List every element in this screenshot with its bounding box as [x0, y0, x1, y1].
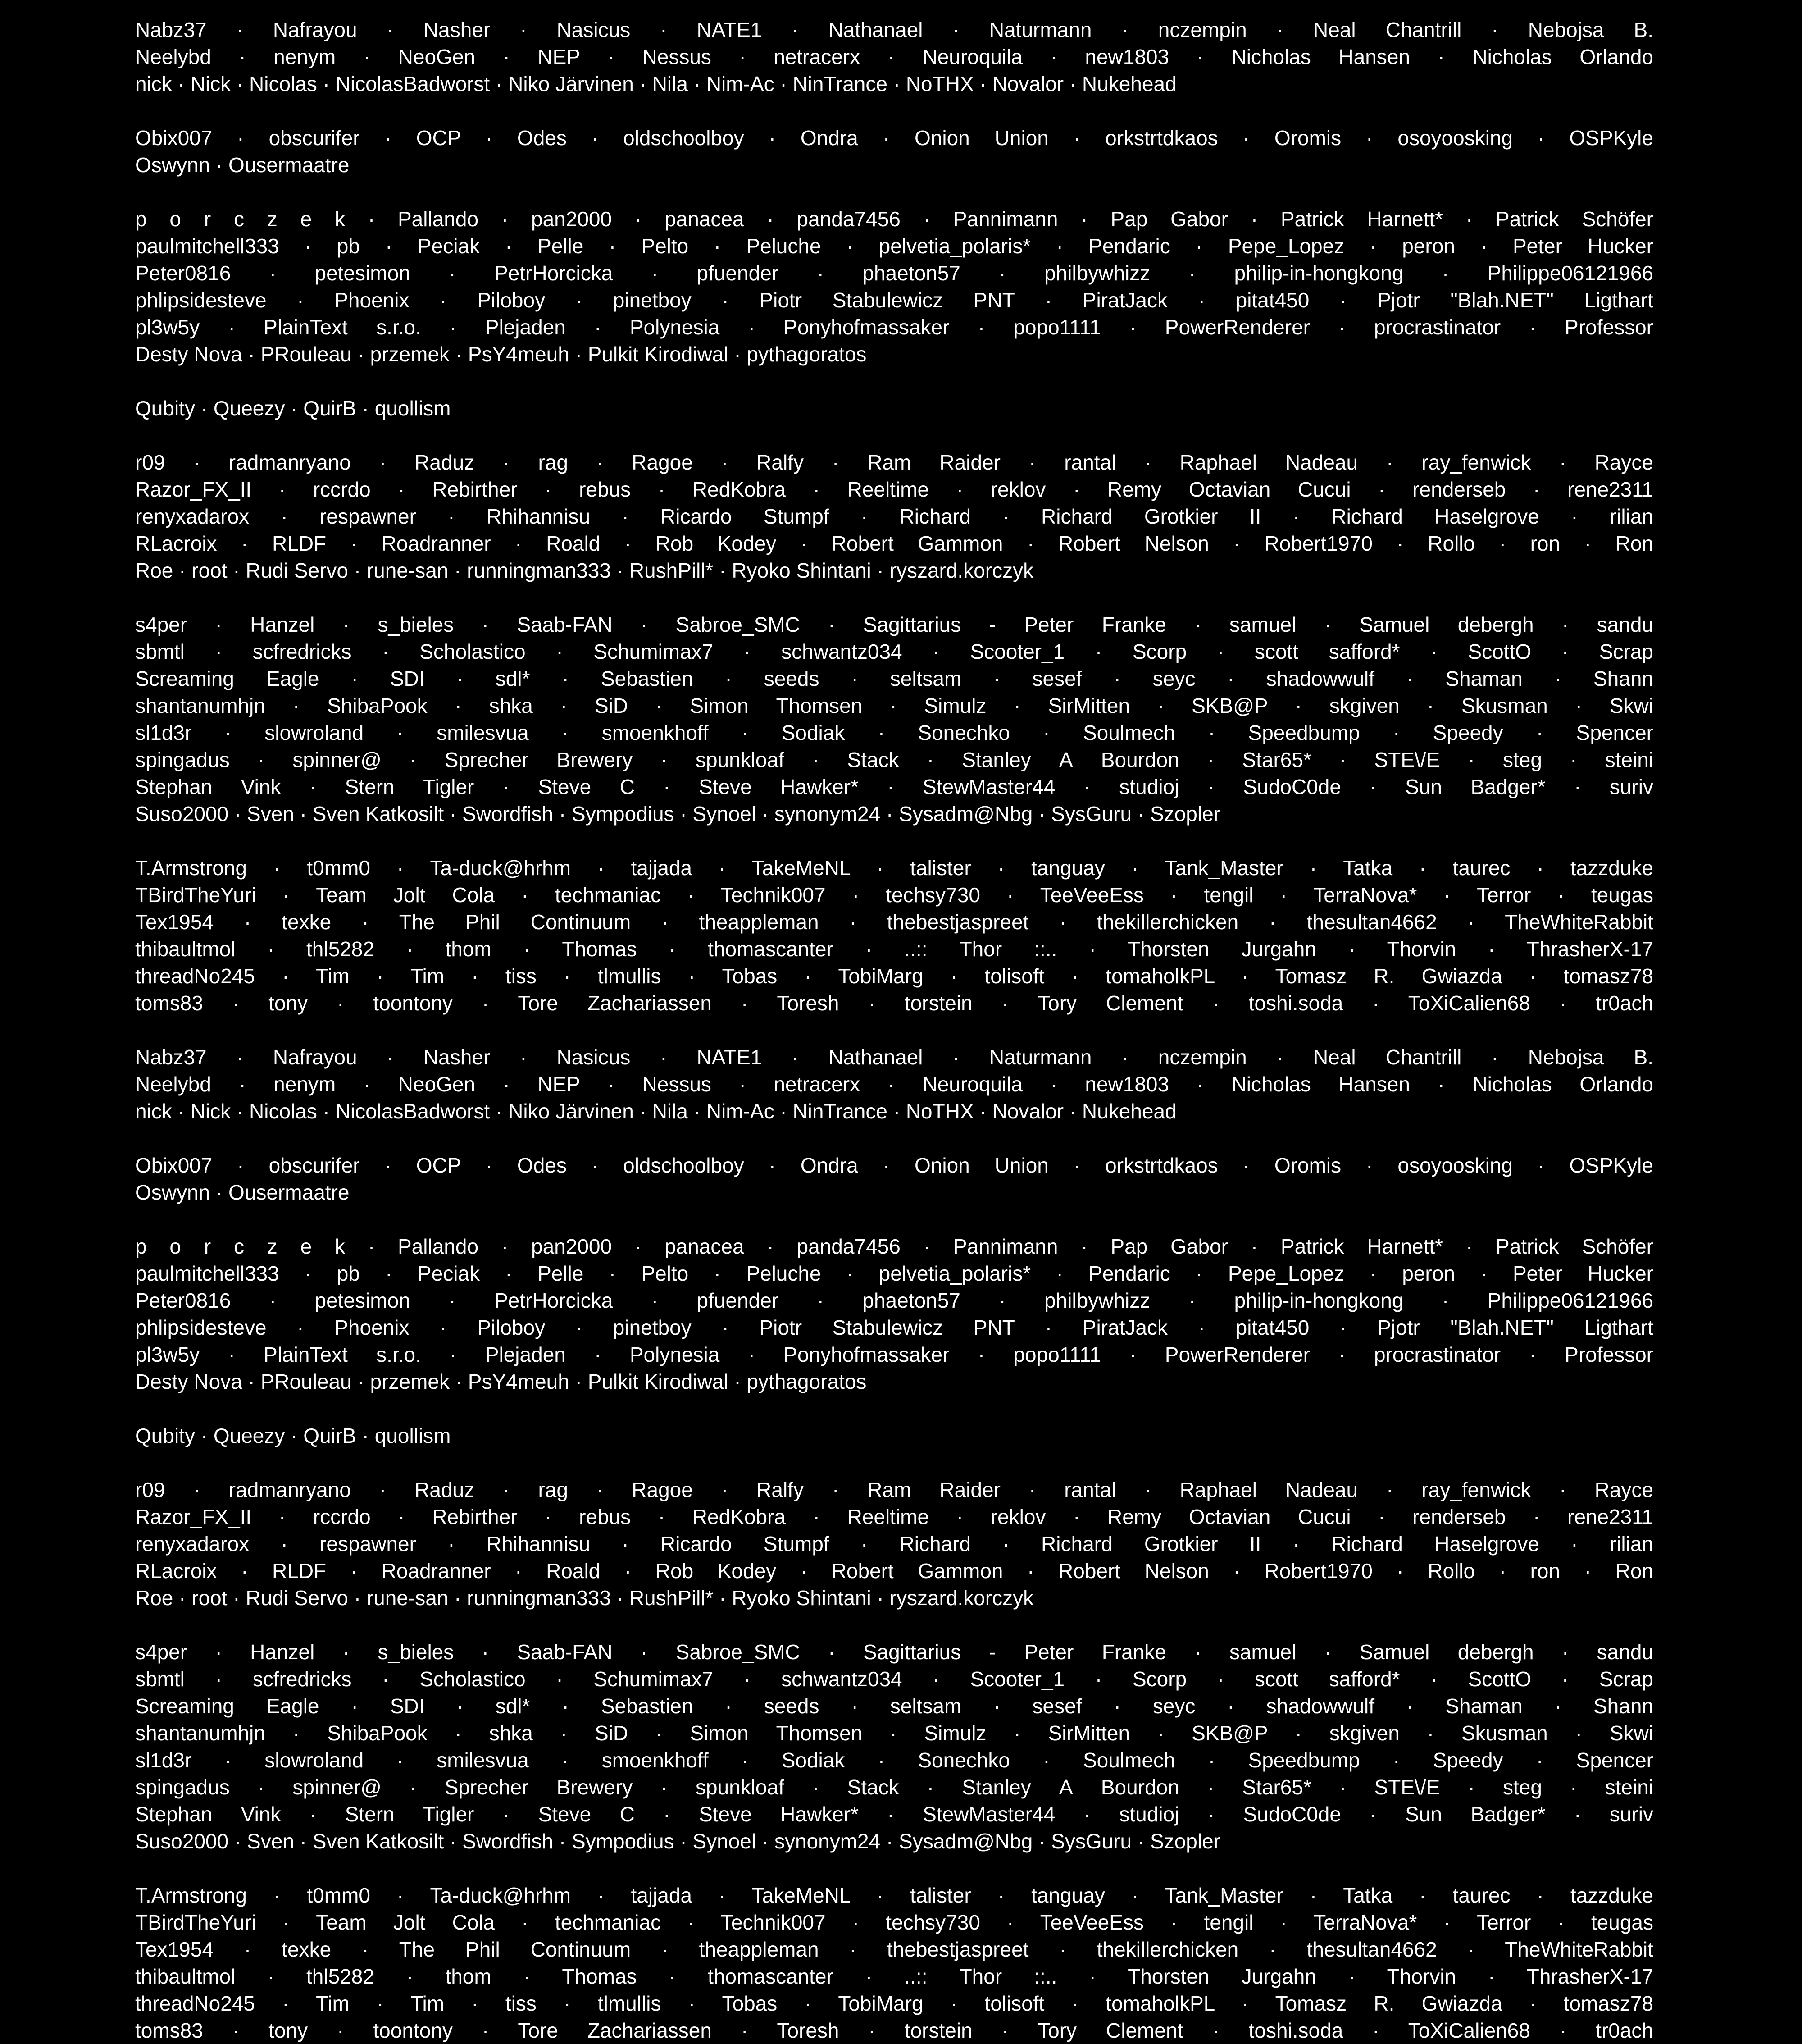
credits-line: Nabz37 · Nafrayou · Nasher · Nasicus · NATE1 · Nathanael · Naturmann · nczempin · Neal Chantrill · Nebojsa B.: [135, 1045, 1653, 1069]
credits-line: Tex1954 · texke · The Phil Continuum · theappleman · thebestjaspreet · thekillerchicken · thesultan4662 · TheWhiteRabbit: [135, 1938, 1653, 1961]
credits-group-n-repeat: [135, 1044, 1653, 1125]
credits-group-r-repeat: [135, 1476, 1653, 1611]
credits-line: p o r c z e k · Pallando · pan2000 · panacea · panda7456 · Pannimann · Pap Gabor · Patrick Harnett* · Patrick Schöfer: [135, 1235, 1653, 1258]
credits-line: s4per · Hanzel · s_bieles · Saab-FAN · Sabroe_SMC · Sagittarius - Peter Franke · samuel · Samuel debergh · sandu: [135, 613, 1653, 636]
credits-line: thibaultmol · thl5282 · thom · Thomas · thomascanter · ..:: Thor ::.. · Thorsten Jurgahn · Thorvin · ThrasherX-17: [135, 1965, 1653, 1988]
credits-line: threadNo245 · Tim · Tim · tiss · tlmullis · Tobas · TobiMarg · tolisoft · tomaholkPL · Tomasz R. Gwiazda · tomasz78: [135, 964, 1653, 988]
credits-line: Qubity · Queezy · QuirB · quollism: [135, 397, 451, 420]
credits-line: Neelybd · nenym · NeoGen · NEP · Nessus · netracerx · Neuroquila · new1803 · Nicholas Hansen · Nicholas Orlando: [135, 45, 1653, 68]
credits-line: Stephan Vink · Stern Tigler · Steve C · Steve Hawker* · StewMaster44 · studioj · SudoC0de · Sun Badger* · suriv: [135, 775, 1653, 798]
credits-line: paulmitchell333 · pb · Peciak · Pelle · Pelto · Peluche · pelvetia_polaris* · Pendaric · Pepe_Lopez · peron · Peter Hucker: [135, 234, 1653, 258]
credits-line: spingadus · spinner@ · Sprecher Brewery · spunkloaf · Stack · Stanley A Bourdon · Star65* · STE\/E · steg · steini: [135, 1775, 1653, 1799]
credits-line: Oswynn · Ousermaatre: [135, 1181, 350, 1204]
credits-line: nick · Nick · Nicolas · NicolasBadworst · Niko Järvinen · Nila · Nim-Ac · NinTrance · NoTHX · Novalor · Nukehead: [135, 72, 1177, 96]
credits-line: Roe · root · Rudi Servo · rune-san · runningman333 · RushPill* · Ryoko Shintani · ryszard.korczyk: [135, 1586, 1034, 1610]
credits-line: TBirdTheYuri · Team Jolt Cola · techmaniac · Technik007 · techsy730 · TeeVeeEss · tengil · TerraNova* · Terror · teugas: [135, 1911, 1653, 1934]
credits-line: TBirdTheYuri · Team Jolt Cola · techmaniac · Technik007 · techsy730 · TeeVeeEss · tengil · TerraNova* · Terror · teugas: [135, 883, 1653, 907]
credits-group-n: [135, 16, 1653, 97]
credits-line: Screaming Eagle · SDI · sdl* · Sebastien · seeds · seltsam · sesef · seyc · shadowwulf · Shaman · Shann: [135, 1694, 1653, 1718]
credits-line: RLacroix · RLDF · Roadranner · Roald · Rob Kodey · Robert Gammon · Robert Nelson · Robert1970 · Rollo · ron · Ron: [135, 1559, 1653, 1583]
credits-line: renyxadarox · respawner · Rhihannisu · Ricardo Stumpf · Richard · Richard Grotkier II · Richard Haselgrove · rilian: [135, 505, 1653, 528]
credits-line: threadNo245 · Tim · Tim · tiss · tlmullis · Tobas · TobiMarg · tolisoft · tomaholkPL · Tomasz R. Gwiazda · tomasz78: [135, 1992, 1653, 2015]
credits-line: Peter0816 · petesimon · PetrHorcicka · pfuender · phaeton57 · philbywhizz · philip-in-hongkong · Philippe06121966: [135, 261, 1653, 285]
credits-line: r09 · radmanryano · Raduz · rag · Ragoe · Ralfy · Ram Raider · rantal · Raphael Nadeau · ray_fenwick · Rayce: [135, 1478, 1653, 1501]
credits-line: paulmitchell333 · pb · Peciak · Pelle · Pelto · Peluche · pelvetia_polaris* · Pendaric · Pepe_Lopez · peron · Peter Hucker: [135, 1262, 1653, 1285]
credits-line: phlipsidesteve · Phoenix · Piloboy · pinetboy · Piotr Stabulewicz PNT · PiratJack · pitat450 · Pjotr "Blah.NET" Ligthart: [135, 288, 1653, 312]
credits-line: sl1d3r · slowroland · smilesvua · smoenkhoff · Sodiak · Sonechko · Soulmech · Speedbump · Speedy · Spencer: [135, 1748, 1653, 1772]
credits-line: phlipsidesteve · Phoenix · Piloboy · pinetboy · Piotr Stabulewicz PNT · PiratJack · pitat450 · Pjotr "Blah.NET" Ligthart: [135, 1316, 1653, 1339]
credits-group-s: [135, 611, 1653, 827]
credits-line: Oswynn · Ousermaatre: [135, 153, 350, 177]
credits-line: Stephan Vink · Stern Tigler · Steve C · Steve Hawker* · StewMaster44 · studioj · SudoC0de · Sun Badger* · suriv: [135, 1802, 1653, 1826]
credits-line: p o r c z e k · Pallando · pan2000 · panacea · panda7456 · Pannimann · Pap Gabor · Patrick Harnett* · Patrick Schöfer: [135, 207, 1653, 231]
credits-group-q: [135, 395, 1653, 422]
credits-line: Nabz37 · Nafrayou · Nasher · Nasicus · NATE1 · Nathanael · Naturmann · nczempin · Neal Chantrill · Nebojsa B.: [135, 18, 1653, 41]
credits-line: renyxadarox · respawner · Rhihannisu · Ricardo Stumpf · Richard · Richard Grotkier II · Richard Haselgrove · rilian: [135, 1532, 1653, 1556]
credits-line: Screaming Eagle · SDI · sdl* · Sebastien · seeds · seltsam · sesef · seyc · shadowwulf · Shaman · Shann: [135, 667, 1653, 690]
credits-line: shantanumhjn · ShibaPook · shka · SiD · Simon Thomsen · Simulz · SirMitten · SKB@P · skgiven · Skusman · Skwi: [135, 1721, 1653, 1745]
credits-line: Roe · root · Rudi Servo · rune-san · runningman333 · RushPill* · Ryoko Shintani · ryszard.korczyk: [135, 559, 1034, 582]
credits-line: sl1d3r · slowroland · smilesvua · smoenkhoff · Sodiak · Sonechko · Soulmech · Speedbump · Speedy · Spencer: [135, 721, 1653, 744]
credits-line: Suso2000 · Sven · Sven Katkosilt · Swordfish · Sympodius · Synoel · synonym24 · Sysadm@Nbg · SysGuru · Szopler: [135, 1830, 1220, 1853]
credits-group-r: [135, 449, 1653, 584]
credits-group-p-repeat: [135, 1233, 1653, 1395]
credits-line: Neelybd · nenym · NeoGen · NEP · Nessus · netracerx · Neuroquila · new1803 · Nicholas Hansen · Nicholas Orlando: [135, 1072, 1653, 1096]
credits-line: r09 · radmanryano · Raduz · rag · Ragoe · Ralfy · Ram Raider · rantal · Raphael Nadeau · ray_fenwick · Rayce: [135, 451, 1653, 474]
credits-line: T.Armstrong · t0mm0 · Ta-duck@hrhm · tajjada · TakeMeNL · talister · tanguay · Tank_Master · Tatka · taurec · tazzduke: [135, 1884, 1653, 1907]
credits-line: spingadus · spinner@ · Sprecher Brewery · spunkloaf · Stack · Stanley A Bourdon · Star65* · STE\/E · steg · steini: [135, 748, 1653, 771]
credits-line: Desty Nova · PRouleau · przemek · PsY4meuh · Pulkit Kirodiwal · pythagoratos: [135, 342, 867, 366]
credits-line: Peter0816 · petesimon · PetrHorcicka · pfuender · phaeton57 · philbywhizz · philip-in-hongkong · Philippe06121966: [135, 1289, 1653, 1312]
credits-line: Qubity · Queezy · QuirB · quollism: [135, 1424, 451, 1447]
credits-line: s4per · Hanzel · s_bieles · Saab-FAN · Sabroe_SMC · Sagittarius - Peter Franke · samuel · Samuel debergh · sandu: [135, 1640, 1653, 1664]
credits-line: pl3w5y · PlainText s.r.o. · Plejaden · Polynesia · Ponyhofmassaker · popo1111 · PowerRenderer · procrastinator · Professor: [135, 315, 1653, 339]
credits-line: Razor_FX_II · rccrdo · Rebirther · rebus · RedKobra · Reeltime · reklov · Remy Octavian Cucui · renderseb · rene2311: [135, 1505, 1653, 1528]
credits-line: thibaultmol · thl5282 · thom · Thomas · thomascanter · ..:: Thor ::.. · Thorsten Jurgahn · Thorvin · ThrasherX-17: [135, 937, 1653, 961]
credits-line: sbmtl · scfredricks · Scholastico · Schumimax7 · schwantz034 · Scooter_1 · Scorp · scott safford* · ScottO · Scrap: [135, 1667, 1653, 1691]
credits-line: Tex1954 · texke · The Phil Continuum · theappleman · thebestjaspreet · thekillerchicken · thesultan4662 · TheWhiteRabbit: [135, 910, 1653, 934]
credits-group-o: [135, 124, 1653, 178]
credits-line: Razor_FX_II · rccrdo · Rebirther · rebus · RedKobra · Reeltime · reklov · Remy Octavian Cucui · renderseb · rene2311: [135, 478, 1653, 501]
credits-line: RLacroix · RLDF · Roadranner · Roald · Rob Kodey · Robert Gammon · Robert Nelson · Robert1970 · Rollo · ron · Ron: [135, 532, 1653, 555]
credits-line: pl3w5y · PlainText s.r.o. · Plejaden · Polynesia · Ponyhofmassaker · popo1111 · PowerRenderer · procrastinator · Professor: [135, 1343, 1653, 1366]
credits-group-s-repeat: [135, 1638, 1653, 1855]
credits-line: Obix007 · obscurifer · OCP · Odes · oldschoolboy · Ondra · Onion Union · orkstrtdkaos · Oromis · osoyoosking · OSPKyle: [135, 1154, 1653, 1177]
credits-group-o-repeat: [135, 1152, 1653, 1206]
credits-group-q-repeat: [135, 1422, 1653, 1449]
credits-line: toms83 · tony · toontony · Tore Zachariassen · Toresh · torstein · Tory Clement · toshi.soda · ToXiCalien68 · tr0ach: [135, 991, 1653, 1015]
credits-line: shantanumhjn · ShibaPook · shka · SiD · Simon Thomsen · Simulz · SirMitten · SKB@P · skgiven · Skusman · Skwi: [135, 694, 1653, 717]
credits-group-t: [135, 854, 1653, 1017]
credits-line: toms83 · tony · toontony · Tore Zachariassen · Toresh · torstein · Tory Clement · toshi.soda · ToXiCalien68 · tr0ach: [135, 2019, 1653, 2042]
credits-group-t-repeat: [135, 1882, 1653, 2044]
credits-line: Desty Nova · PRouleau · przemek · PsY4meuh · Pulkit Kirodiwal · pythagoratos: [135, 1370, 867, 1393]
credits-line: nick · Nick · Nicolas · NicolasBadworst · Niko Järvinen · Nila · Nim-Ac · NinTrance · NoTHX · Novalor · Nukehead: [135, 1100, 1177, 1123]
credits-group-p: [135, 205, 1653, 368]
credits-line: T.Armstrong · t0mm0 · Ta-duck@hrhm · tajjada · TakeMeNL · talister · tanguay · Tank_Master · Tatka · taurec · tazzduke: [135, 856, 1653, 880]
credits-line: sbmtl · scfredricks · Scholastico · Schumimax7 · schwantz034 · Scooter_1 · Scorp · scott safford* · ScottO · Scrap: [135, 640, 1653, 663]
credits-line: Obix007 · obscurifer · OCP · Odes · oldschoolboy · Ondra · Onion Union · orkstrtdkaos · Oromis · osoyoosking · OSPKyle: [135, 126, 1653, 150]
credits-line: Suso2000 · Sven · Sven Katkosilt · Swordfish · Sympodius · Synoel · synonym24 · Sysadm@Nbg · SysGuru · Szopler: [135, 802, 1220, 826]
